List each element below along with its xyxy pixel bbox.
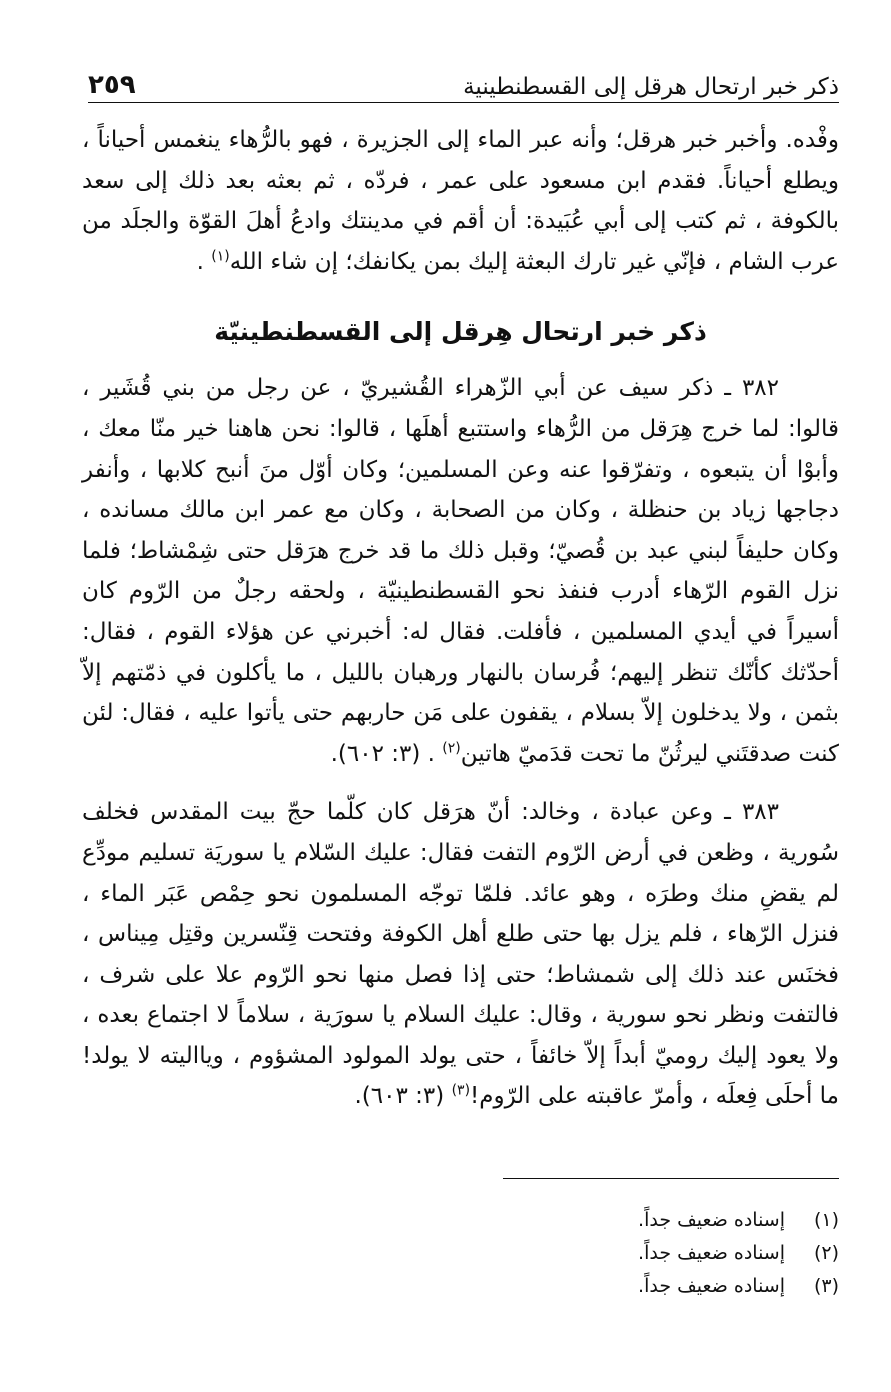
footnote-ref-2: (٢) — [442, 740, 461, 757]
footnote-ref-3: (٣) — [451, 1082, 471, 1099]
footnote-text: إسناده ضعيف جداً. — [638, 1275, 785, 1297]
footnote-item — [419, 1204, 839, 1237]
footnotes — [419, 1204, 839, 1303]
paragraph-382-reference: . (٣: ٦٠٢). — [330, 740, 443, 767]
footnote-rule — [503, 1178, 839, 1179]
paragraph-383 — [82, 792, 839, 1117]
header-rule — [88, 102, 839, 103]
intro-text: وفْده. وأخبر خبر هرقل؛ وأنه عبر الماء إلى الجزيرة ، فهو بالرُّهاء ينغمس أحياناً ، ويطلع أحياناً. فقدم ابن مسعود على عمر ، فردّه ، ثم بعثه بعد ذلك إلى سعد بالكوفة ، ثم كتب إلى أبي عُبَيدة: أن أقم في مدينتك وادعُ أهلَ القوّة والجلَد من عرب الشام ، فإنّي غير تارك البعثة إليك بمن يكانفك؛ إن شاء الله — [82, 127, 839, 275]
footnote-number: (٣) — [813, 1275, 839, 1297]
footnote-text: إسناده ضعيف جداً. — [638, 1242, 785, 1264]
main-text — [82, 120, 839, 1117]
page-number: ٢٥٩ — [88, 70, 136, 100]
footnote-text: إسناده ضعيف جداً. — [638, 1209, 785, 1231]
paragraph-383-reference: (٣: ٦٠٣). — [354, 1083, 452, 1110]
running-title: ذكر خبر ارتحال هرقل إلى القسطنطينية — [463, 74, 839, 100]
section-title: ذكر خبر ارتحال هِرقل إلى القسطنطينيّة — [214, 317, 707, 347]
paragraph-382 — [82, 368, 839, 774]
running-header — [88, 52, 839, 100]
paragraph-382-text: ٣٨٢ ـ ذكر سيف عن أبي الزّهراء القُشيريّ ، عن رجل من بني قُشَير ، قالوا: لما خرج هِرَقل من الرُّهاء واستتبع أهلَها ، قالوا: نحن هاهنا خير منّا معك ، وأبوْا أن يتبعوه ، وتفرّقوا عنه وعن المسلمين؛ وكان أوّل منَ أنبح كلابها ، وأنفر دجاجها زياد بن حنظلة ، وكان من الصحابة ، وكان مع عمر ابن مالك مسانده ، وكان حليفاً لبني عبد بن قُصيّ؛ وقبل ذلك ما قد خرج هرَقل حتى شِمْشاط؛ فلما نزل القوم الرّهاء أدرب فنفذ نحو القسطنطينيّة ، ولحقه رجلٌ من الرّوم كان أسيراً في أيدي المسلمين ، فأفلت. فقال له: أخبرني عن هؤلاء القوم ، فقال: أحدّثك كأنّك تنظر إليهم؛ فُرسان بالنهار ورهبان بالليل ، ما يأكلون في ذمّتهم إلاّ بثمن ، ولا يدخلون إلاّ بسلام ، يقفون على مَن حاربهم حتى يأتوا عليه ، فقال: لئن كنت صدقتَني ليرثُنّ ما تحت قدَميّ هاتين — [82, 375, 839, 767]
footnote-item — [419, 1270, 839, 1303]
footnote-item — [419, 1237, 839, 1270]
intro-end: . — [196, 248, 212, 275]
paragraph-383-text: ٣٨٣ ـ وعن عبادة ، وخالد: أنّ هرَقل كان كلّما حجّ بيت المقدس فخلف سُورية ، وظعن في أرض الرّوم التفت فقال: عليك السّلام يا سوريَة تسليم مودِّع لم يقضِ منك وطرَه ، وهو عائد. فلمّا توجّه المسلمون نحو حِمْص عَبَر الماء ، فنزل الرّهاء ، فلم يزل بها حتى طلع أهل الكوفة وفتحت قِنّسرين وقتِل مِيناس ، فخنَس عند ذلك إلى شمشاط؛ حتى إذا فصل منها نحو الرّوم علا على شرف ، فالتفت ونظر نحو سورية ، وقال: عليك السلام يا سورَية ، سلاماً لا اجتماع بعده ، ولا يعود إليك روميّ أبداً إلاّ خائفاً ، حتى يولد المولود المشؤوم ، ويااليته لا يولد! ما أحلَى فِعلَه ، وأمرّ عاقبته على الرّوم! — [82, 799, 839, 1110]
footnote-number: (١) — [813, 1209, 839, 1231]
intro-paragraph — [82, 120, 839, 282]
footnote-number: (٢) — [813, 1242, 839, 1264]
footnote-ref-1: (١) — [211, 248, 230, 265]
